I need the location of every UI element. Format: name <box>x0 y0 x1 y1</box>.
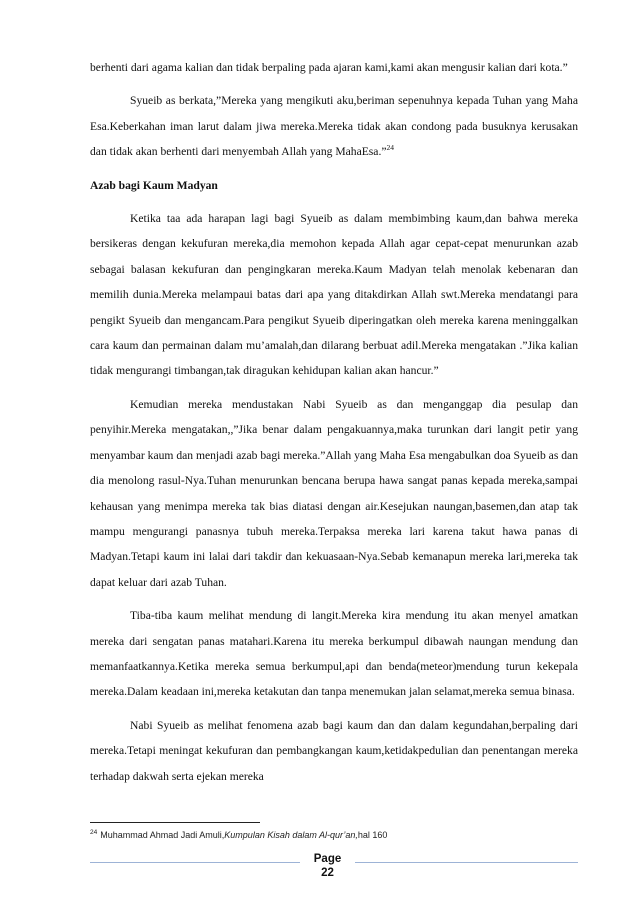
footnote-divider <box>90 822 260 823</box>
footer-rule-right <box>355 862 578 863</box>
footnote <box>90 829 578 840</box>
paragraph-4: Kemudian mereka mendustakan Nabi Syueib as dan menganggap dia pesulap dan penyihir.Mereka mengatakan,,”Jika benar dalam pengakuannya,maka turunkan dari langit petir yang menyambar kaum dan menjadi azab bagi mereka.”Allah yang Maha Esa mengabulkan doa Syueib as dan dia menolong rasul-Nya.Tuhan menurunkan bencana berupa hawa sangat panas kepada mereka,sampai kehausan yang menimpa mereka tak bias diatasi dengan air.Kesejukan naungan,basemen,dan atap tak mampu mengurangi panasnya tubuh mereka.Terpaksa mereka lari karena takut hawa panas di Madyan.Tetapi kaum ini lalai dari takdir dan kekuasaan-Nya.Sebab kemanapun mereka lari,mereka tak dapat keluar dari azab Tuhan. <box>90 397 578 589</box>
paragraph-2-text: Syueib as berkata,”Mereka yang mengikuti aku,beriman sepenuhnya kepada Tuhan yang Maha Esa.Keberkahan iman larut dalam jiwa mereka.Mereka tidak akan condong pada busuknya kerusakan dan tidak akan berhenti dari menyembah Allah yang MahaEsa.” <box>90 94 578 159</box>
footnote-number: 24 <box>90 829 98 836</box>
page-number-value: 22 <box>321 867 334 879</box>
paragraph-5: Tiba-tiba kaum melihat mendung di langit.Mereka kira mendung itu akan menyel amatkan mereka dari sengatan panas matahari.Karena itu mereka berkumpul dibawah naungan mendung dan memanfaatkannya.Ketika mereka semua berkumpul,api dan benda(meteor)mendung turun kekepala mereka.Dalam keadaan ini,mereka ketakutan dan tanpa menemukan jalan selamat,mereka semua binasa. <box>90 609 578 699</box>
paragraph-1: berhenti dari agama kalian dan tidak berpaling pada ajaran kami,kami akan mengusir kalian dari kota.” <box>90 61 568 74</box>
body-text <box>90 55 578 797</box>
page-number <box>300 852 355 880</box>
paragraph-2 <box>90 88 578 164</box>
footnote-title: Kumpulan Kisah dalam Al-qur’an, <box>224 830 358 840</box>
footnote-author: Muhammad Ahmad Jadi Amuli, <box>100 830 225 840</box>
paragraph-3: Ketika taa ada harapan lagi bagi Syueib as dalam membimbing kaum,dan bahwa mereka bersikeras dengan kekufuran mereka,dia memohon kepada Allah agar cepat-cepat menurunkan azab sebagai balasan kekufuran dan pengingkaran mereka.Kaum Madyan telah menolak kebenaran dan memilih dunia.Mereka melampaui batas dari apa yang ditakdirkan Allah swt.Mereka mendatangi para pengikt Syueib dan mengancam.Para pengikut Syueib diperingatkan oleh mereka karena meninggalkan cara kaum dan permainan dalam mu’amalah,dan dilarang berbuat adil.Mereka mengatakan .”Jika kalian tidak mengurangi timbangan,tak diragukan kehidupan kalian akan hancur.” <box>90 212 578 378</box>
footer-rule-left <box>90 862 300 863</box>
footnote-reference: 24 <box>386 143 395 153</box>
paragraph-6: Nabi Syueib as melihat fenomena azab bagi kaum dan dan dalam kegundahan,berpaling dari mereka.Tetapi meningat kekufuran dan pembangkangan kaum,ketidakpedulian dan penentangan mereka terhadap dakwah serta ejekan mereka <box>90 718 578 783</box>
page-label: Page <box>313 853 342 865</box>
footnote-page: hal 160 <box>357 830 388 840</box>
section-heading: Azab bagi Kaum Madyan <box>90 178 218 192</box>
